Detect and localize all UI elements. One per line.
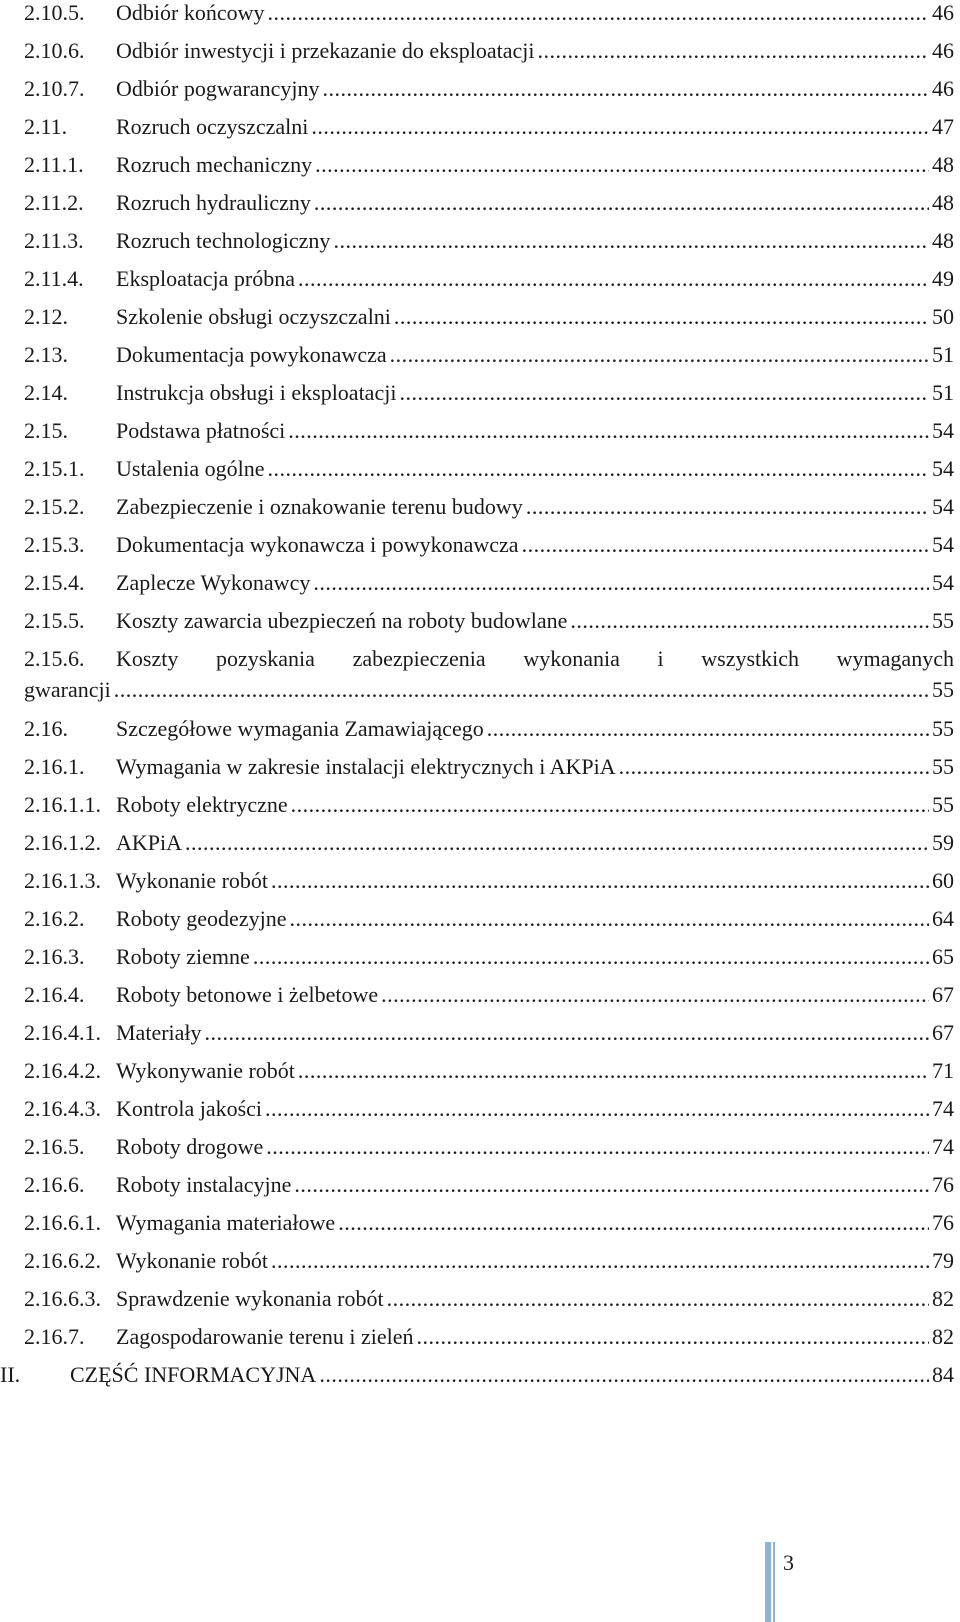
toc-entry[interactable] [24,709,954,749]
toc-leader [390,335,929,375]
footer-accent-line [773,1542,775,1622]
toc-page: 59 [932,830,954,855]
toc-entry-part[interactable] [0,1355,954,1395]
toc-number: 2.16.4.2. [24,1058,101,1083]
toc-number: 2.15.6. [24,646,85,671]
toc-number: 2.15.2. [24,494,85,519]
toc-word: wszystkich [701,646,800,671]
toc-page: 51 [932,380,954,405]
toc-page: 48 [932,190,954,215]
toc-number: 2.11.3. [24,228,84,253]
toc-title: Rozruch hydrauliczny [116,190,311,215]
toc-entry[interactable] [24,183,954,223]
toc-title: Dokumentacja powykonawcza [116,342,387,367]
toc-leader [333,221,929,261]
toc-number: 2.11. [24,114,68,139]
toc-number: 2.16.1.1. [24,792,101,817]
toc-number: 2.16.1.2. [24,830,101,855]
toc-leader [253,937,929,977]
toc-page: 54 [932,570,954,595]
toc-entry[interactable] [24,373,954,413]
toc-title: Podstawa płatności [116,418,286,443]
toc-page: 74 [932,1134,954,1159]
toc-leader [314,183,929,223]
toc-page: 46 [932,0,954,25]
toc-title: CZĘŚĆ INFORMACYJNA [70,1362,317,1387]
toc-entry-wrapped-line-2[interactable] [24,670,954,710]
toc-title: Dokumentacja wykonawcza i powykonawcza [116,532,519,557]
toc-leader [288,411,929,451]
toc-title: Sprawdzenie wykonania robót [116,1286,384,1311]
toc-page: 67 [932,1020,954,1045]
toc-leader [294,1165,929,1205]
toc-entry[interactable] [24,0,954,33]
toc-page: 46 [932,76,954,101]
toc-number: 2.16.4.1. [24,1020,101,1045]
toc-leader [522,525,929,565]
toc-number: 2.11.1. [24,152,84,177]
toc-title: Zabezpieczenie i oznakowanie terenu budowy [116,494,523,519]
toc-page: 84 [932,1362,954,1387]
toc-title: Koszty zawarcia ubezpieczeń na roboty budowlane [116,608,568,633]
toc-title: Odbiór inwestycji i przekazanie do eksploatacji [116,38,535,63]
toc-entry[interactable] [24,1013,954,1053]
toc-title: Materiały [116,1020,202,1045]
toc-title: Rozruch mechaniczny [116,152,313,177]
toc-number: 2.15.3. [24,532,85,557]
toc-number: 2.16.2. [24,906,85,931]
toc-title: Wymagania materiałowe [116,1210,336,1235]
toc-entry[interactable] [24,1279,954,1319]
toc-leader [526,487,929,527]
toc-page: 76 [932,1210,954,1235]
toc-page: 55 [932,716,954,741]
toc-page: 60 [932,868,954,893]
toc-page: 82 [932,1286,954,1311]
toc-title-line-2: gwarancji [24,677,111,702]
toc-page: 65 [932,944,954,969]
toc-number: 2.15.1. [24,456,85,481]
toc-leader [381,975,929,1015]
toc-page: 55 [932,754,954,779]
toc-word: i [657,646,664,671]
toc-entry[interactable] [24,297,954,337]
toc-entry[interactable] [24,1051,954,1091]
toc-leader [319,1355,929,1395]
toc-entry[interactable] [24,525,954,565]
toc-number: 2.16.1.3. [24,868,101,893]
toc-title: Roboty geodezyjne [116,906,287,931]
toc-entry[interactable] [24,335,954,375]
toc-title: AKPiA [116,830,183,855]
toc-entry[interactable] [24,31,954,71]
toc-leader [487,709,929,749]
toc-page: 47 [932,114,954,139]
toc-page: 55 [932,677,954,702]
toc-title: Roboty drogowe [116,1134,264,1159]
toc-entry[interactable] [24,563,954,603]
toc-title: Roboty betonowe i żelbetowe [116,982,379,1007]
toc-leader [298,259,929,299]
toc-number: 2.15.4. [24,570,85,595]
toc-entry[interactable] [24,1127,954,1167]
toc-title: Zaplecze Wykonawcy [116,570,311,595]
toc-page: 55 [932,608,954,633]
toc-page: 54 [932,456,954,481]
toc-entry[interactable] [24,1203,954,1243]
toc-page: 55 [932,792,954,817]
toc-leader [185,823,929,863]
toc-title: Wykonywanie robót [116,1058,295,1083]
toc-title: Zagospodarowanie terenu i zieleń [116,1324,414,1349]
toc-title: Wymagania w zakresie instalacji elektrycznych i AKPiA [116,754,616,779]
toc-page: 71 [932,1058,954,1083]
toc-leader [387,1279,929,1319]
toc-leader [266,1127,929,1167]
toc-leader [298,1051,929,1091]
toc-number: 2.11.4. [24,266,84,291]
toc-number: 2.15. [24,418,68,443]
toc-leader [311,107,929,147]
toc-number: 2.14. [24,380,68,405]
toc-leader [271,1241,929,1281]
toc-leader [267,449,929,489]
toc-entry[interactable] [24,259,954,299]
toc-title: Szczegółowe wymagania Zamawiającego [116,716,484,741]
toc-title: Szkolenie obsługi oczyszczalni [116,304,391,329]
toc-number: 2.16.4. [24,982,85,1007]
toc-entry[interactable] [24,861,954,901]
toc-number: 2.16.3. [24,944,85,969]
toc-number: II. [0,1362,21,1387]
toc-leader [289,899,929,939]
toc-entry[interactable] [24,145,954,185]
toc-leader [265,1089,929,1129]
toc-entry[interactable] [24,1317,954,1357]
toc-page: 48 [932,228,954,253]
toc-entry[interactable] [24,1241,954,1281]
toc-entry[interactable] [24,411,954,451]
toc-word: wymaganych [836,646,954,671]
toc-number: 2.16.4.3. [24,1096,101,1121]
toc-title: Instrukcja obsługi i eksploatacji [116,380,397,405]
toc-word: wykonania [523,646,620,671]
toc-number: 2.16.1. [24,754,85,779]
toc-number: 2.16. [24,716,68,741]
toc-number: 2.10.7. [24,76,85,101]
toc-title: Kontrola jakości [116,1096,263,1121]
toc-page: 82 [932,1324,954,1349]
toc-number: 2.16.5. [24,1134,85,1159]
toc-number: 2.10.5. [24,0,85,25]
toc-leader [322,69,929,109]
toc-leader [315,145,929,185]
toc-page: 74 [932,1096,954,1121]
toc-number: 2.16.6. [24,1172,85,1197]
toc-word: Koszty [116,646,179,671]
toc-leader [313,563,929,603]
toc-page: 79 [932,1248,954,1273]
toc-leader [570,601,929,641]
toc-leader [338,1203,929,1243]
toc-leader [114,670,929,710]
toc-entry[interactable] [24,823,954,863]
toc-leader [399,373,929,413]
toc-entry[interactable] [24,899,954,939]
toc-number: 2.13. [24,342,68,367]
footer-accent-bar [765,1542,771,1622]
toc-title: Roboty elektryczne [116,792,288,817]
toc-number: 2.16.7. [24,1324,85,1349]
toc-entry[interactable] [24,975,954,1015]
page-number: 3 [783,1550,794,1575]
toc-page: 46 [932,38,954,63]
toc-page: 54 [932,532,954,557]
toc-page: 76 [932,1172,954,1197]
toc-page: 50 [932,304,954,329]
toc-title: Wykonanie robót [116,1248,269,1273]
toc-word: pozyskania [215,646,315,671]
toc-number: 2.16.6.1. [24,1210,101,1235]
toc-number: 2.10.6. [24,38,85,63]
toc-page: 64 [932,906,954,931]
toc-entry[interactable] [24,747,954,787]
toc-leader [205,1013,929,1053]
toc-title: Ustalenia ogólne [116,456,265,481]
toc-word: zabezpieczenia [352,646,486,671]
toc-number: 2.12. [24,304,68,329]
toc-entry[interactable] [24,785,954,825]
toc-page: 51 [932,342,954,367]
toc-entry[interactable] [24,487,954,527]
toc-entry[interactable] [24,69,954,109]
toc-page: 67 [932,982,954,1007]
toc-leader [291,785,929,825]
toc-leader [271,861,929,901]
toc-title: Odbiór końcowy [116,0,265,25]
toc-title: Rozruch oczyszczalni [116,114,309,139]
toc-title: Odbiór pogwarancyjny [116,76,320,101]
toc-entry[interactable] [24,1089,954,1129]
toc-title: Roboty ziemne [116,944,250,969]
toc-number: 2.15.5. [24,608,85,633]
toc-page: 48 [932,152,954,177]
toc-entry[interactable] [24,107,954,147]
toc-title: Wykonanie robót [116,868,269,893]
toc-entry[interactable] [24,937,954,977]
toc-leader [619,747,929,787]
toc-number: 2.11.2. [24,190,84,215]
toc-title: Roboty instalacyjne [116,1172,292,1197]
toc-page: 49 [932,266,954,291]
toc-entry[interactable] [24,221,954,261]
toc-entry[interactable] [24,1165,954,1205]
toc-leader [267,0,929,33]
toc-leader [394,297,929,337]
toc-number: 2.16.6.3. [24,1286,101,1311]
toc-leader [416,1317,929,1357]
toc-page: 54 [932,494,954,519]
toc-leader [537,31,929,71]
toc-entry[interactable] [24,449,954,489]
toc-entry[interactable] [24,601,954,641]
toc-number: 2.16.6.2. [24,1248,101,1273]
toc-page: 54 [932,418,954,443]
toc-title: Eksploatacja próbna [116,266,295,291]
toc-title: Rozruch technologiczny [116,228,331,253]
